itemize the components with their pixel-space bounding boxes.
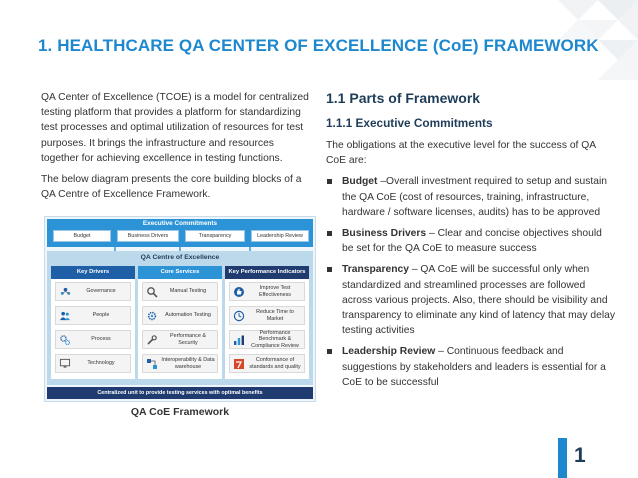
intro-text-column (41, 90, 309, 202)
page-number-accent-bar (558, 438, 567, 478)
bullet-text: – Continuous feedback and suggestions by stakeholders and leaders is essential for a CoE to be successful (342, 346, 606, 388)
column-header: Key Drivers (51, 266, 135, 279)
monitor-icon (56, 355, 74, 372)
exec-item-transparency: Transparency (185, 230, 245, 242)
item-label: Performance Benchmark & Compliance Review (251, 330, 299, 349)
bullet-term: Budget (342, 176, 378, 188)
list-item-transparency (326, 262, 616, 338)
square-bullet-icon (327, 267, 332, 272)
governance-icon (56, 283, 74, 300)
bullet-term: Business Drivers (342, 228, 427, 240)
exec-item-budget: Budget (53, 230, 111, 242)
network-icon (143, 355, 161, 372)
item-conformance-standards (229, 354, 305, 373)
item-label: Governance (86, 288, 116, 295)
magnifier-icon (143, 283, 161, 300)
list-item-budget (326, 174, 616, 220)
square-bullet-icon (327, 179, 332, 184)
item-label: Interoperability & Data warehouse (161, 357, 215, 370)
bullet-term: Leadership Review (342, 346, 436, 358)
square-bullet-icon (327, 231, 332, 236)
qa-centre-of-excellence-box (47, 251, 313, 385)
item-governance (55, 282, 131, 301)
item-improve-test-effectiveness (229, 282, 305, 301)
framework-text-column (326, 90, 616, 396)
bullet-text: –Overall investment required to setup and sustain the QA CoE (cost of resources, training, infrastructure, hardware / software licenses, audits) has to be approved (342, 176, 607, 218)
thumbs-up-icon (230, 283, 248, 300)
square-bullet-icon (327, 349, 332, 354)
subsection-intro: The obligations at the executive level for the success of QA CoE are: (326, 140, 596, 167)
intro-paragraph: QA Center of Excellence (TCOE) is a model for centralized testing platform that provides a platform for standardizing test processes and optimal utilization of resources for test purposes. It brings the infrastructure and resources together for achieving excellence in testing functions. (41, 92, 309, 164)
wrench-icon (143, 331, 161, 348)
exec-item-leadership-review: Leadership Review (251, 230, 309, 242)
item-label: Process (91, 336, 111, 343)
people-icon (56, 307, 74, 324)
coe-title: QA Centre of Excellence (140, 254, 220, 261)
column-header: Key Performance Indicators (225, 266, 309, 279)
item-automation-testing (142, 306, 218, 325)
item-label: Technology (87, 360, 115, 367)
list-item-business-drivers (326, 226, 616, 256)
column-core-services (138, 266, 222, 379)
item-reduce-time-to-market (229, 306, 305, 325)
item-label: Improve Test Effectiveness (259, 285, 291, 298)
bullet-term: Transparency (342, 264, 409, 276)
diagram-intro-paragraph: The below diagram presents the core building blocks of a QA Centre of Excellence Framework. (41, 174, 302, 201)
bullet-text: – Clear and concise objectives should be set for the QA CoE to measure success (342, 228, 602, 255)
automation-gear-icon (143, 307, 161, 324)
diagram-caption: QA CoE Framework (130, 406, 230, 418)
column-key-performance-indicators (225, 266, 309, 379)
clock-icon (230, 307, 248, 324)
list-item-leadership-review (326, 344, 616, 390)
quality-icon (230, 355, 248, 372)
commitments-list (326, 174, 616, 390)
column-header: Core Services (138, 266, 222, 279)
executive-commitments-banner (47, 219, 313, 247)
centralized-unit-bar: Centralized unit to provide testing services with optimal benefits (47, 387, 313, 399)
item-label: Performance & Security (170, 333, 206, 346)
subsection-heading: 1.1.1 Executive Commitments (326, 116, 493, 130)
item-label: People (92, 312, 110, 319)
item-label: Automation Testing (165, 312, 211, 319)
item-technology (55, 354, 131, 373)
item-label: Conformance of standards and quality (249, 357, 301, 370)
section-heading: 1.1 Parts of Framework (326, 90, 481, 106)
item-people (55, 306, 131, 325)
item-performance-benchmark (229, 330, 305, 349)
exec-item-business-drivers: Business Drivers (117, 230, 179, 242)
page-number: 1 (574, 444, 586, 467)
column-key-drivers (51, 266, 135, 379)
qa-coe-framework-diagram (44, 216, 316, 402)
executive-commitments-title: Executive Commitments (142, 220, 218, 227)
item-label: Reduce Time to Market (256, 309, 294, 322)
item-interoperability (142, 354, 218, 373)
item-label: Manual Testing (169, 288, 207, 295)
item-process (55, 330, 131, 349)
item-performance-security (142, 330, 218, 349)
benchmark-icon (230, 331, 248, 348)
gears-icon (56, 331, 74, 348)
page-title: 1. HEALTHCARE QA CENTER OF EXCELLENCE (CoE) FRAMEWORK (38, 36, 599, 55)
bullet-text: – QA CoE will be successful only when standardized and streamlined processes are followed across various projects. Also, there should be visibility and transparency to eliminate any kind of latency that may delay testing activities (342, 264, 616, 337)
item-manual-testing (142, 282, 218, 301)
